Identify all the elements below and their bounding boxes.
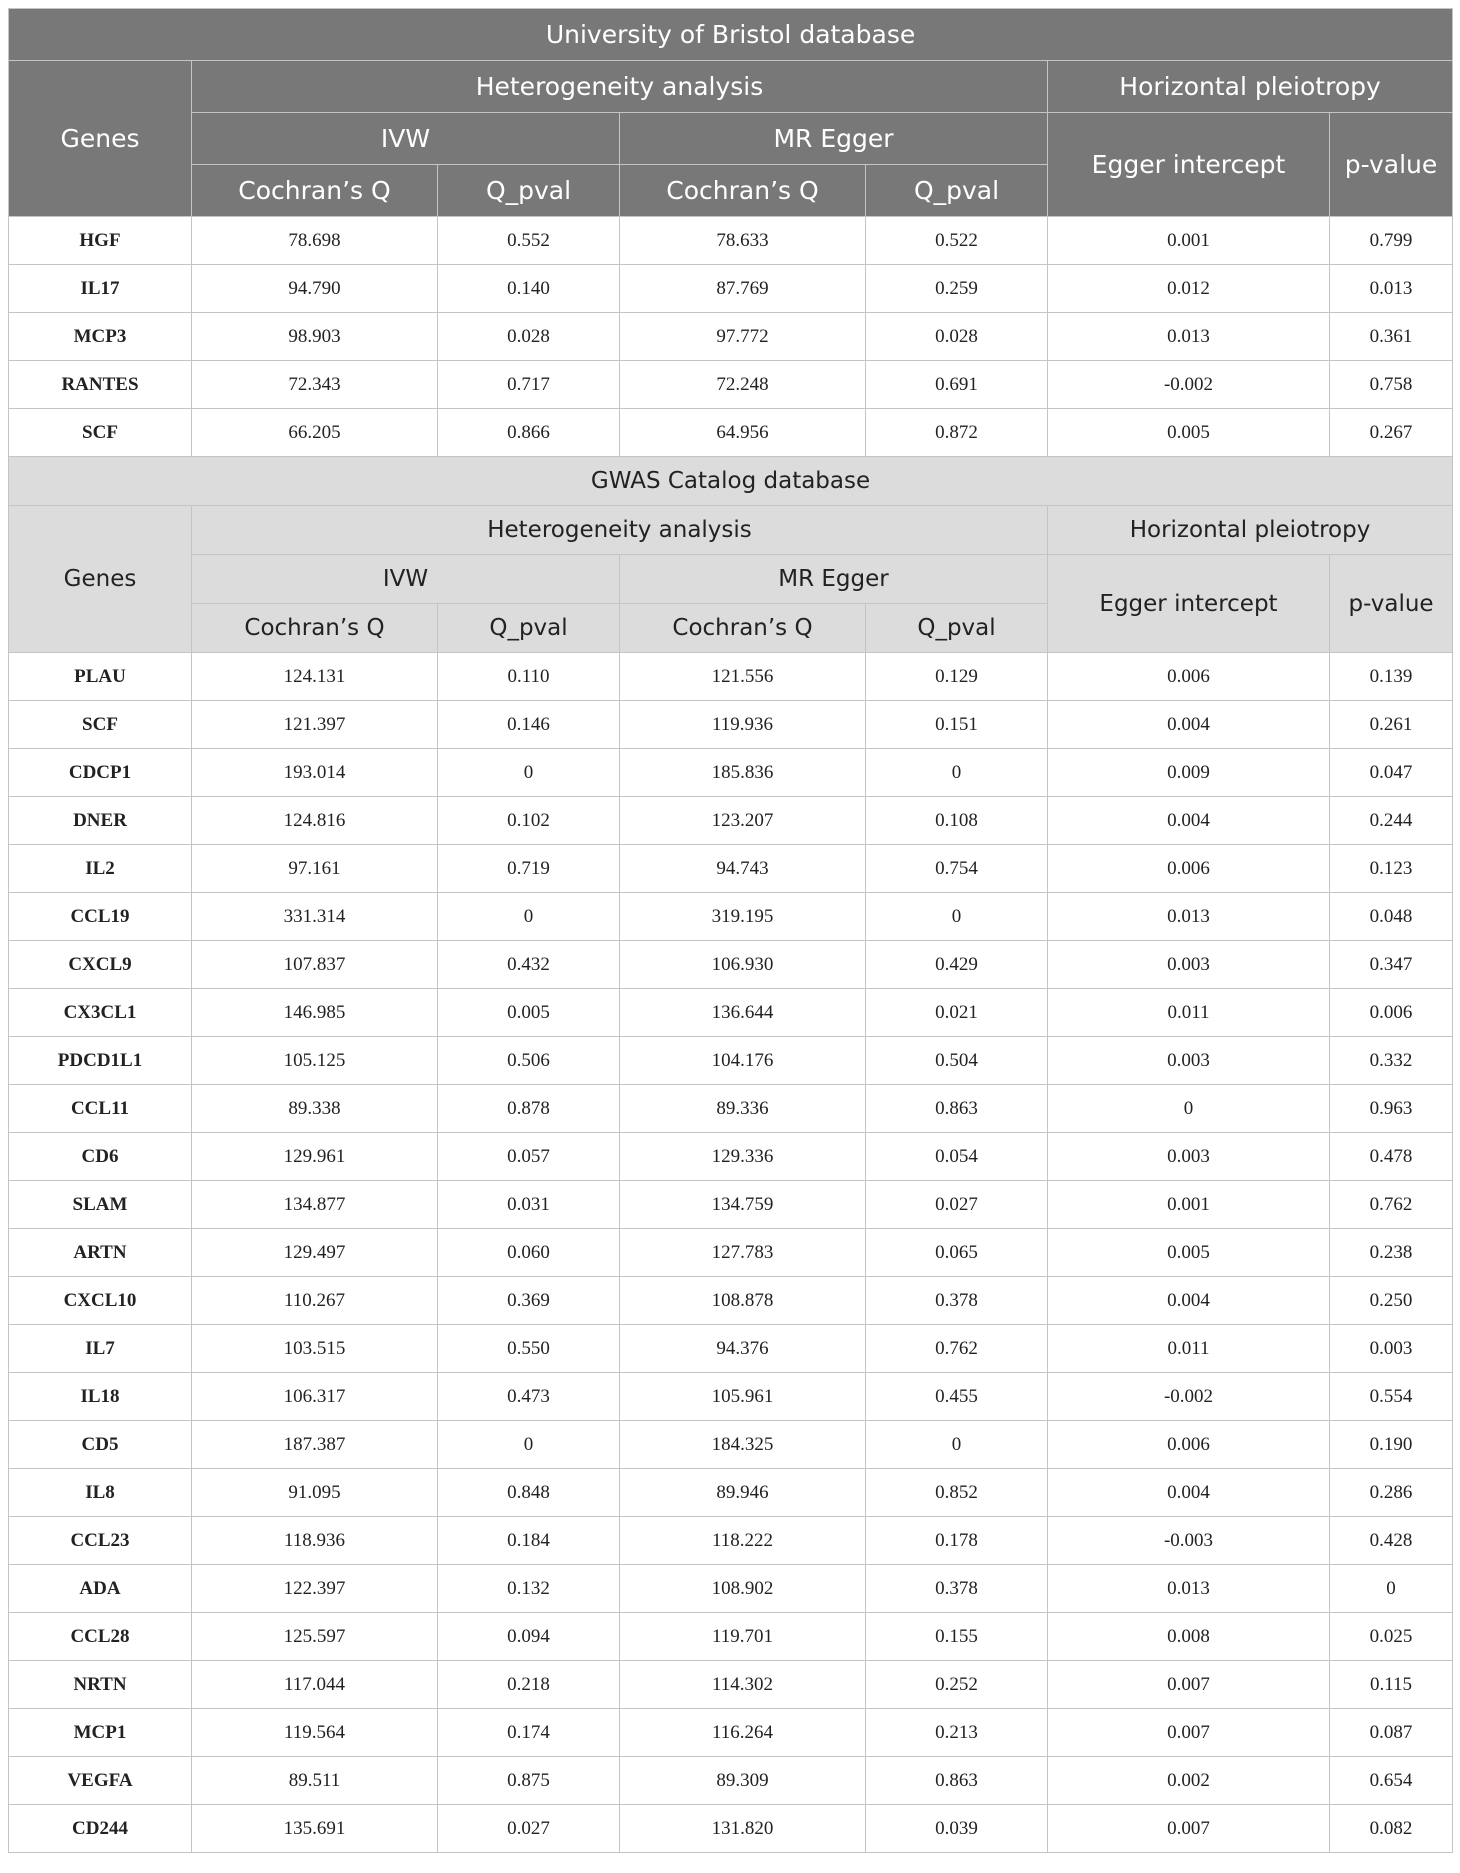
ivw-q-pval-cell: 0.875 [438, 1757, 620, 1805]
egger-q-pval-cell: 0.863 [866, 1085, 1048, 1133]
egger-intercept-cell: 0.002 [1048, 1757, 1330, 1805]
ivw-cochran-q-cell: 187.387 [192, 1421, 438, 1469]
table-row [9, 701, 1453, 749]
egger-cochran-q-cell: 131.820 [620, 1805, 866, 1853]
egger-q-pval-cell: 0 [866, 1421, 1048, 1469]
table-row [9, 1805, 1453, 1853]
gene-cell: IL8 [9, 1469, 192, 1517]
egger-intercept-cell: 0.006 [1048, 1421, 1330, 1469]
egger-q-pval-cell: 0.872 [866, 409, 1048, 457]
egger-cochran-q-cell: 123.207 [620, 797, 866, 845]
ivw-cochran-q-cell: 78.698 [192, 217, 438, 265]
egger-q-pval-cell: 0.259 [866, 265, 1048, 313]
egger-intercept-cell: 0.008 [1048, 1613, 1330, 1661]
ivw-cochran-q-cell: 103.515 [192, 1325, 438, 1373]
table-row [9, 1085, 1453, 1133]
bristol-rows [9, 217, 1453, 457]
egger-q-pval-cell: 0.762 [866, 1325, 1048, 1373]
table-row [9, 941, 1453, 989]
p-value-cell: 0.087 [1330, 1709, 1453, 1757]
gene-cell: IL18 [9, 1373, 192, 1421]
ivw-q-pval-cell: 0 [438, 893, 620, 941]
egger-q-pval-cell: 0.178 [866, 1517, 1048, 1565]
ivw-cochran-q-cell: 89.338 [192, 1085, 438, 1133]
egger-cochran-q-cell: 106.930 [620, 941, 866, 989]
egger-intercept-cell: 0.007 [1048, 1805, 1330, 1853]
table-row [9, 1709, 1453, 1757]
egger-q-pval-header: Q_pval [866, 165, 1048, 217]
gene-cell: DNER [9, 797, 192, 845]
egger-cochran-q-header: Cochran’s Q [620, 165, 866, 217]
gene-cell: SLAM [9, 1181, 192, 1229]
egger-intercept-cell: 0.013 [1048, 893, 1330, 941]
egger-cochran-q-cell: 134.759 [620, 1181, 866, 1229]
ivw-header: IVW [192, 555, 620, 604]
ivw-cochran-q-cell: 117.044 [192, 1661, 438, 1709]
egger-q-pval-cell: 0.027 [866, 1181, 1048, 1229]
egger-q-pval-cell: 0.455 [866, 1373, 1048, 1421]
egger-q-pval-cell: 0.108 [866, 797, 1048, 845]
egger-cochran-q-cell: 184.325 [620, 1421, 866, 1469]
egger-q-pval-cell: 0.691 [866, 361, 1048, 409]
egger-cochran-q-cell: 136.644 [620, 989, 866, 1037]
gene-cell: CD244 [9, 1805, 192, 1853]
gene-cell: PDCD1L1 [9, 1037, 192, 1085]
ivw-q-pval-cell: 0 [438, 749, 620, 797]
gene-cell: NRTN [9, 1661, 192, 1709]
egger-cochran-q-cell: 94.376 [620, 1325, 866, 1373]
egger-cochran-q-cell: 104.176 [620, 1037, 866, 1085]
egger-q-pval-cell: 0.213 [866, 1709, 1048, 1757]
egger-intercept-cell: -0.002 [1048, 1373, 1330, 1421]
gene-cell: CCL19 [9, 893, 192, 941]
ivw-cochran-q-cell: 119.564 [192, 1709, 438, 1757]
egger-q-pval-cell: 0.129 [866, 653, 1048, 701]
mr-egger-header: MR Egger [620, 113, 1048, 165]
ivw-q-pval-cell: 0.102 [438, 797, 620, 845]
bristol-section-title: University of Bristol database [9, 9, 1453, 61]
genes-header: Genes [9, 506, 192, 653]
ivw-cochran-q-cell: 98.903 [192, 313, 438, 361]
egger-q-pval-cell: 0.378 [866, 1565, 1048, 1613]
egger-q-pval-header: Q_pval [866, 604, 1048, 653]
gene-cell: SCF [9, 409, 192, 457]
table-row [9, 1229, 1453, 1277]
mr-egger-header: MR Egger [620, 555, 1048, 604]
egger-cochran-q-cell: 185.836 [620, 749, 866, 797]
ivw-q-pval-cell: 0.848 [438, 1469, 620, 1517]
egger-q-pval-cell: 0.151 [866, 701, 1048, 749]
egger-q-pval-cell: 0.028 [866, 313, 1048, 361]
gwas-header [9, 457, 1453, 653]
ivw-cochran-q-cell: 118.936 [192, 1517, 438, 1565]
p-value-header: p-value [1330, 113, 1453, 217]
gene-cell: IL17 [9, 265, 192, 313]
egger-intercept-cell: 0.013 [1048, 313, 1330, 361]
table-row [9, 1421, 1453, 1469]
ivw-q-pval-cell: 0.027 [438, 1805, 620, 1853]
p-value-cell: 0.286 [1330, 1469, 1453, 1517]
egger-intercept-cell: 0.011 [1048, 989, 1330, 1037]
gene-cell: SCF [9, 701, 192, 749]
ivw-q-pval-cell: 0.552 [438, 217, 620, 265]
egger-q-pval-cell: 0.039 [866, 1805, 1048, 1853]
p-value-cell: 0.261 [1330, 701, 1453, 749]
table-row [9, 1469, 1453, 1517]
egger-intercept-cell: -0.003 [1048, 1517, 1330, 1565]
gene-cell: PLAU [9, 653, 192, 701]
egger-cochran-q-cell: 119.936 [620, 701, 866, 749]
ivw-q-pval-header: Q_pval [438, 165, 620, 217]
egger-cochran-q-cell: 118.222 [620, 1517, 866, 1565]
ivw-cochran-q-cell: 105.125 [192, 1037, 438, 1085]
egger-intercept-header: Egger intercept [1048, 113, 1330, 217]
gene-cell: CXCL9 [9, 941, 192, 989]
ivw-q-pval-cell: 0.057 [438, 1133, 620, 1181]
ivw-cochran-q-cell: 91.095 [192, 1469, 438, 1517]
gene-cell: CX3CL1 [9, 989, 192, 1037]
ivw-cochran-q-cell: 135.691 [192, 1805, 438, 1853]
ivw-cochran-q-cell: 106.317 [192, 1373, 438, 1421]
egger-intercept-cell: -0.002 [1048, 361, 1330, 409]
ivw-cochran-q-cell: 124.816 [192, 797, 438, 845]
egger-cochran-q-cell: 89.336 [620, 1085, 866, 1133]
table-row [9, 361, 1453, 409]
egger-q-pval-cell: 0 [866, 893, 1048, 941]
gene-cell: MCP3 [9, 313, 192, 361]
ivw-cochran-q-cell: 110.267 [192, 1277, 438, 1325]
ivw-cochran-q-cell: 146.985 [192, 989, 438, 1037]
egger-cochran-q-cell: 127.783 [620, 1229, 866, 1277]
table-row [9, 797, 1453, 845]
gene-cell: MCP1 [9, 1709, 192, 1757]
ivw-q-pval-cell: 0 [438, 1421, 620, 1469]
ivw-cochran-q-cell: 121.397 [192, 701, 438, 749]
p-value-header: p-value [1330, 555, 1453, 653]
egger-q-pval-cell: 0.852 [866, 1469, 1048, 1517]
ivw-cochran-q-cell: 193.014 [192, 749, 438, 797]
egger-q-pval-cell: 0.065 [866, 1229, 1048, 1277]
p-value-cell: 0.963 [1330, 1085, 1453, 1133]
ivw-q-pval-cell: 0.110 [438, 653, 620, 701]
table-row [9, 217, 1453, 265]
table-row [9, 265, 1453, 313]
egger-intercept-cell: 0.013 [1048, 1565, 1330, 1613]
egger-intercept-cell: 0.003 [1048, 941, 1330, 989]
p-value-cell: 0.190 [1330, 1421, 1453, 1469]
ivw-cochran-q-cell: 97.161 [192, 845, 438, 893]
gene-cell: CXCL10 [9, 1277, 192, 1325]
egger-cochran-q-cell: 129.336 [620, 1133, 866, 1181]
egger-intercept-cell: 0.007 [1048, 1661, 1330, 1709]
egger-intercept-cell: 0.004 [1048, 797, 1330, 845]
ivw-q-pval-cell: 0.432 [438, 941, 620, 989]
p-value-cell: 0.654 [1330, 1757, 1453, 1805]
egger-cochran-q-cell: 72.248 [620, 361, 866, 409]
egger-cochran-q-cell: 97.772 [620, 313, 866, 361]
heterogeneity-header: Heterogeneity analysis [192, 61, 1048, 113]
ivw-q-pval-header: Q_pval [438, 604, 620, 653]
egger-cochran-q-cell: 116.264 [620, 1709, 866, 1757]
ivw-cochran-q-header: Cochran’s Q [192, 604, 438, 653]
p-value-cell: 0.361 [1330, 313, 1453, 361]
egger-cochran-q-cell: 121.556 [620, 653, 866, 701]
gene-cell: CCL28 [9, 1613, 192, 1661]
ivw-q-pval-cell: 0.866 [438, 409, 620, 457]
egger-intercept-cell: 0.005 [1048, 1229, 1330, 1277]
ivw-cochran-q-cell: 94.790 [192, 265, 438, 313]
gwas-rows [9, 653, 1453, 1853]
egger-q-pval-cell: 0.054 [866, 1133, 1048, 1181]
egger-cochran-q-cell: 108.902 [620, 1565, 866, 1613]
egger-cochran-q-cell: 319.195 [620, 893, 866, 941]
egger-cochran-q-cell: 78.633 [620, 217, 866, 265]
gene-cell: RANTES [9, 361, 192, 409]
ivw-q-pval-cell: 0.369 [438, 1277, 620, 1325]
egger-q-pval-cell: 0.754 [866, 845, 1048, 893]
egger-intercept-cell: 0.012 [1048, 265, 1330, 313]
gene-cell: VEGFA [9, 1757, 192, 1805]
p-value-cell: 0.250 [1330, 1277, 1453, 1325]
ivw-q-pval-cell: 0.094 [438, 1613, 620, 1661]
egger-q-pval-cell: 0.021 [866, 989, 1048, 1037]
heterogeneity-header: Heterogeneity analysis [192, 506, 1048, 555]
gene-cell: IL2 [9, 845, 192, 893]
table-row [9, 1757, 1453, 1805]
p-value-cell: 0.047 [1330, 749, 1453, 797]
table-row [9, 1037, 1453, 1085]
egger-cochran-q-cell: 114.302 [620, 1661, 866, 1709]
bristol-header [9, 9, 1453, 217]
ivw-q-pval-cell: 0.146 [438, 701, 620, 749]
ivw-q-pval-cell: 0.060 [438, 1229, 620, 1277]
p-value-cell: 0.554 [1330, 1373, 1453, 1421]
p-value-cell: 0 [1330, 1565, 1453, 1613]
p-value-cell: 0.025 [1330, 1613, 1453, 1661]
p-value-cell: 0.115 [1330, 1661, 1453, 1709]
egger-cochran-q-cell: 89.309 [620, 1757, 866, 1805]
table-row [9, 1325, 1453, 1373]
egger-intercept-cell: 0.004 [1048, 1277, 1330, 1325]
table-row [9, 893, 1453, 941]
genes-header: Genes [9, 61, 192, 217]
egger-cochran-q-cell: 119.701 [620, 1613, 866, 1661]
egger-intercept-cell: 0.009 [1048, 749, 1330, 797]
ivw-cochran-q-cell: 125.597 [192, 1613, 438, 1661]
ivw-q-pval-cell: 0.132 [438, 1565, 620, 1613]
pleiotropy-header: Horizontal pleiotropy [1048, 61, 1453, 113]
p-value-cell: 0.762 [1330, 1181, 1453, 1229]
p-value-cell: 0.332 [1330, 1037, 1453, 1085]
ivw-q-pval-cell: 0.140 [438, 265, 620, 313]
ivw-q-pval-cell: 0.878 [438, 1085, 620, 1133]
table-row [9, 1565, 1453, 1613]
ivw-cochran-q-cell: 72.343 [192, 361, 438, 409]
egger-cochran-q-cell: 89.946 [620, 1469, 866, 1517]
gene-cell: CD5 [9, 1421, 192, 1469]
egger-q-pval-cell: 0.429 [866, 941, 1048, 989]
p-value-cell: 0.013 [1330, 265, 1453, 313]
ivw-q-pval-cell: 0.218 [438, 1661, 620, 1709]
ivw-q-pval-cell: 0.717 [438, 361, 620, 409]
p-value-cell: 0.139 [1330, 653, 1453, 701]
gene-cell: CCL23 [9, 1517, 192, 1565]
p-value-cell: 0.758 [1330, 361, 1453, 409]
egger-q-pval-cell: 0.252 [866, 1661, 1048, 1709]
ivw-cochran-q-cell: 122.397 [192, 1565, 438, 1613]
gene-cell: ADA [9, 1565, 192, 1613]
table-row [9, 1517, 1453, 1565]
egger-intercept-cell: 0.001 [1048, 1181, 1330, 1229]
egger-intercept-cell: 0.007 [1048, 1709, 1330, 1757]
p-value-cell: 0.238 [1330, 1229, 1453, 1277]
table-row [9, 989, 1453, 1037]
p-value-cell: 0.003 [1330, 1325, 1453, 1373]
results-table-container [8, 8, 1452, 1853]
gene-cell: CDCP1 [9, 749, 192, 797]
egger-cochran-q-cell: 108.878 [620, 1277, 866, 1325]
ivw-cochran-q-cell: 89.511 [192, 1757, 438, 1805]
table-row [9, 1181, 1453, 1229]
ivw-q-pval-cell: 0.506 [438, 1037, 620, 1085]
table-row [9, 1373, 1453, 1421]
egger-q-pval-cell: 0 [866, 749, 1048, 797]
table-row [9, 845, 1453, 893]
p-value-cell: 0.123 [1330, 845, 1453, 893]
pleiotropy-header: Horizontal pleiotropy [1048, 506, 1453, 555]
ivw-cochran-q-cell: 124.131 [192, 653, 438, 701]
egger-cochran-q-cell: 105.961 [620, 1373, 866, 1421]
table-row [9, 1613, 1453, 1661]
egger-q-pval-cell: 0.378 [866, 1277, 1048, 1325]
results-table [8, 8, 1453, 1853]
ivw-q-pval-cell: 0.174 [438, 1709, 620, 1757]
egger-intercept-cell: 0.003 [1048, 1037, 1330, 1085]
egger-q-pval-cell: 0.155 [866, 1613, 1048, 1661]
table-row [9, 1661, 1453, 1709]
ivw-q-pval-cell: 0.719 [438, 845, 620, 893]
egger-intercept-cell: 0.003 [1048, 1133, 1330, 1181]
ivw-header: IVW [192, 113, 620, 165]
p-value-cell: 0.082 [1330, 1805, 1453, 1853]
egger-intercept-header: Egger intercept [1048, 555, 1330, 653]
p-value-cell: 0.267 [1330, 409, 1453, 457]
egger-intercept-cell: 0 [1048, 1085, 1330, 1133]
gene-cell: CCL11 [9, 1085, 192, 1133]
ivw-cochran-q-cell: 331.314 [192, 893, 438, 941]
table-row [9, 409, 1453, 457]
gene-cell: HGF [9, 217, 192, 265]
egger-intercept-cell: 0.004 [1048, 1469, 1330, 1517]
table-row [9, 313, 1453, 361]
p-value-cell: 0.478 [1330, 1133, 1453, 1181]
ivw-cochran-q-cell: 129.497 [192, 1229, 438, 1277]
ivw-q-pval-cell: 0.184 [438, 1517, 620, 1565]
ivw-q-pval-cell: 0.031 [438, 1181, 620, 1229]
egger-cochran-q-cell: 64.956 [620, 409, 866, 457]
egger-intercept-cell: 0.011 [1048, 1325, 1330, 1373]
p-value-cell: 0.799 [1330, 217, 1453, 265]
gene-cell: ARTN [9, 1229, 192, 1277]
egger-cochran-q-cell: 87.769 [620, 265, 866, 313]
ivw-cochran-q-cell: 66.205 [192, 409, 438, 457]
egger-q-pval-cell: 0.863 [866, 1757, 1048, 1805]
ivw-cochran-q-cell: 129.961 [192, 1133, 438, 1181]
egger-cochran-q-cell: 94.743 [620, 845, 866, 893]
egger-intercept-cell: 0.006 [1048, 653, 1330, 701]
gwas-section-title: GWAS Catalog database [9, 457, 1453, 506]
egger-q-pval-cell: 0.522 [866, 217, 1048, 265]
egger-cochran-q-header: Cochran’s Q [620, 604, 866, 653]
egger-intercept-cell: 0.001 [1048, 217, 1330, 265]
table-row [9, 653, 1453, 701]
table-row [9, 749, 1453, 797]
table-row [9, 1133, 1453, 1181]
gene-cell: IL7 [9, 1325, 192, 1373]
egger-intercept-cell: 0.006 [1048, 845, 1330, 893]
ivw-q-pval-cell: 0.550 [438, 1325, 620, 1373]
p-value-cell: 0.244 [1330, 797, 1453, 845]
gene-cell: CD6 [9, 1133, 192, 1181]
p-value-cell: 0.347 [1330, 941, 1453, 989]
ivw-cochran-q-header: Cochran’s Q [192, 165, 438, 217]
egger-intercept-cell: 0.005 [1048, 409, 1330, 457]
ivw-q-pval-cell: 0.473 [438, 1373, 620, 1421]
p-value-cell: 0.428 [1330, 1517, 1453, 1565]
table-row [9, 1277, 1453, 1325]
p-value-cell: 0.048 [1330, 893, 1453, 941]
ivw-q-pval-cell: 0.028 [438, 313, 620, 361]
egger-intercept-cell: 0.004 [1048, 701, 1330, 749]
p-value-cell: 0.006 [1330, 989, 1453, 1037]
ivw-cochran-q-cell: 134.877 [192, 1181, 438, 1229]
egger-q-pval-cell: 0.504 [866, 1037, 1048, 1085]
ivw-cochran-q-cell: 107.837 [192, 941, 438, 989]
ivw-q-pval-cell: 0.005 [438, 989, 620, 1037]
